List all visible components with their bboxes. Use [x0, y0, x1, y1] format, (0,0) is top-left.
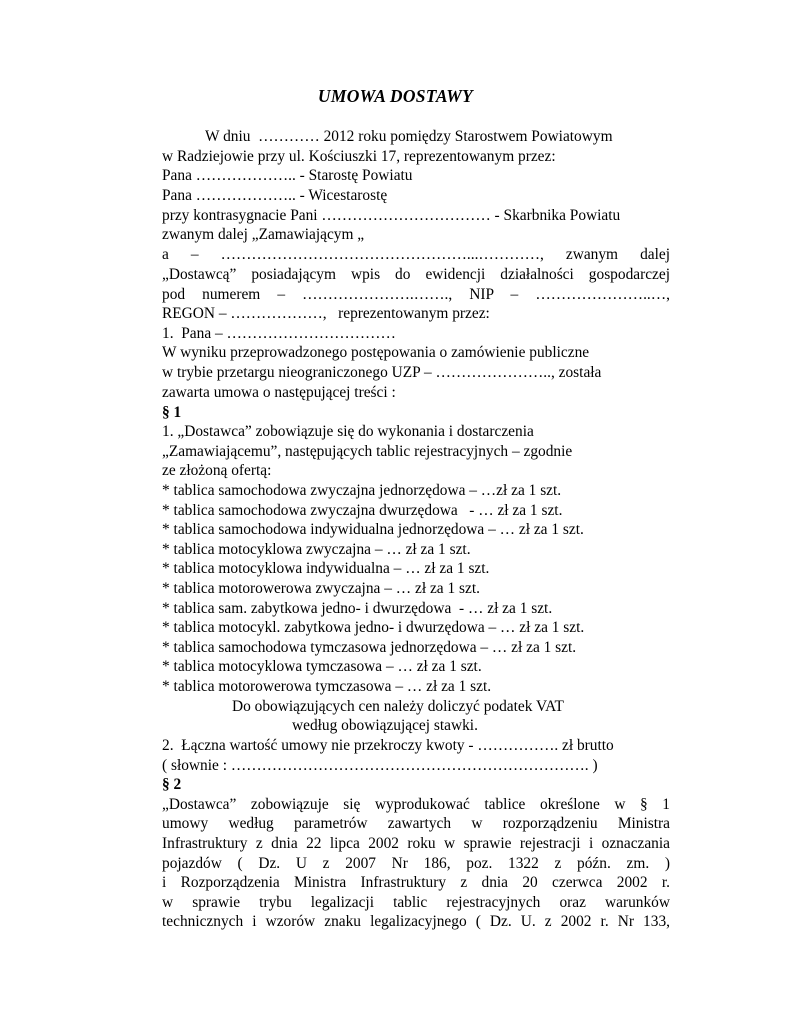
intro-line: przy kontrasygnacie Pani …………………………… - Skarbnika Powiatu: [162, 207, 621, 224]
section-1-line: ze złożoną ofertą:: [162, 462, 272, 479]
supplier-line: a – …………………………………………...…………, zwanym dalej: [162, 246, 670, 263]
section-2-line: „Dostawca” zobowiązuje się wyprodukować tablice określone w § 1: [162, 796, 670, 813]
plate-item: * tablica samochodowa indywidualna jednorzędowa – … zł za 1 szt.: [162, 521, 584, 538]
section-1-line: 1. „Dostawca” zobowiązuje się do wykonania i dostarczenia: [162, 423, 534, 440]
representative-line: 1. Pana – ……………………………: [162, 325, 396, 342]
plate-item: * tablica sam. zabytkowa jedno- i dwurzędowa - … zł za 1 szt.: [162, 600, 553, 617]
section-2-line: w sprawie trybu legalizacji tablic rejestracyjnych oraz warunków: [162, 894, 670, 911]
supplier-line: pod numerem – ………………….……., NIP – …………………..…,: [162, 286, 670, 303]
supplier-line: „Dostawcą” posiadającym wpis do ewidencji działalności gospodarczej: [162, 266, 670, 283]
plate-item: * tablica motorowerowa tymczasowa – … zł za 1 szt.: [162, 678, 492, 695]
plate-item: * tablica samochodowa tymczasowa jednorzędowa – … zł za 1 szt.: [162, 639, 577, 656]
section-1-heading: § 1: [162, 404, 182, 421]
section-2-line: pojazdów ( Dz. U z 2007 Nr 186, poz. 1322 z późn. zm. ): [162, 855, 670, 872]
tender-line: w trybie przetargu nieograniczonego UZP – ………………….., została: [162, 364, 602, 381]
section-2-line: Infrastruktury z dnia 22 lipca 2002 roku w sprawie rejestracji i oznaczania: [162, 835, 670, 852]
intro-line: Pana ……………….. - Wicestarostę: [162, 187, 388, 204]
section-2-line: i Rozporządzenia Ministra Infrastruktury z dnia 20 czerwca 2002 r.: [162, 874, 670, 891]
intro-line: zwanym dalej „Zamawiającym „: [162, 226, 365, 243]
intro-line: w Radziejowie przy ul. Kościuszki 17, reprezentowanym przez:: [162, 148, 556, 165]
plate-item: * tablica motocyklowa zwyczajna – … zł za 1 szt.: [162, 541, 471, 558]
section-1-line: „Zamawiającemu”, następujących tablic rejestracyjnych – zgodnie: [162, 443, 573, 460]
intro-line: W dniu ………… 2012 roku pomiędzy Starostwem Powiatowym: [205, 128, 613, 145]
total-words-line: ( słownie : ……………………………………………………………. ): [162, 757, 598, 774]
section-2-line: umowy według parametrów zawartych w rozporządzeniu Ministra: [162, 815, 670, 832]
total-value-line: 2. Łączna wartość umowy nie przekroczy kwoty - ……………. zł brutto: [162, 737, 614, 754]
document-title: UMOWA DOSTAWY: [317, 86, 474, 106]
plate-item: * tablica motorowerowa zwyczajna – … zł za 1 szt.: [162, 580, 480, 597]
section-2-heading: § 2: [162, 776, 182, 793]
plate-item: * tablica motocyklowa indywidualna – … zł za 1 szt.: [162, 560, 490, 577]
section-2-line: technicznych i wzorów znaku legalizacyjnego ( Dz. U. z 2002 r. Nr 133,: [162, 913, 670, 930]
plate-item: * tablica samochodowa zwyczajna jednorzędowa – …zł za 1 szt.: [162, 482, 562, 499]
vat-note: Do obowiązujących cen należy doliczyć podatek VAT: [232, 698, 564, 715]
vat-note: według obowiązującej stawki.: [292, 717, 478, 734]
supplier-line: REGON – ………………, reprezentowanym przez:: [162, 305, 490, 322]
plate-item: * tablica motocykl. zabytkowa jedno- i dwurzędowa – … zł za 1 szt.: [162, 619, 585, 636]
plate-item: * tablica samochodowa zwyczajna dwurzędowa - … zł za 1 szt.: [162, 502, 563, 519]
tender-line: zawarta umowa o następującej treści :: [162, 384, 396, 401]
plate-item: * tablica motocyklowa tymczasowa – … zł za 1 szt.: [162, 658, 482, 675]
intro-line: Pana ……………….. - Starostę Powiatu: [162, 167, 413, 184]
tender-line: W wyniku przeprowadzonego postępowania o zamówienie publiczne: [162, 344, 590, 361]
